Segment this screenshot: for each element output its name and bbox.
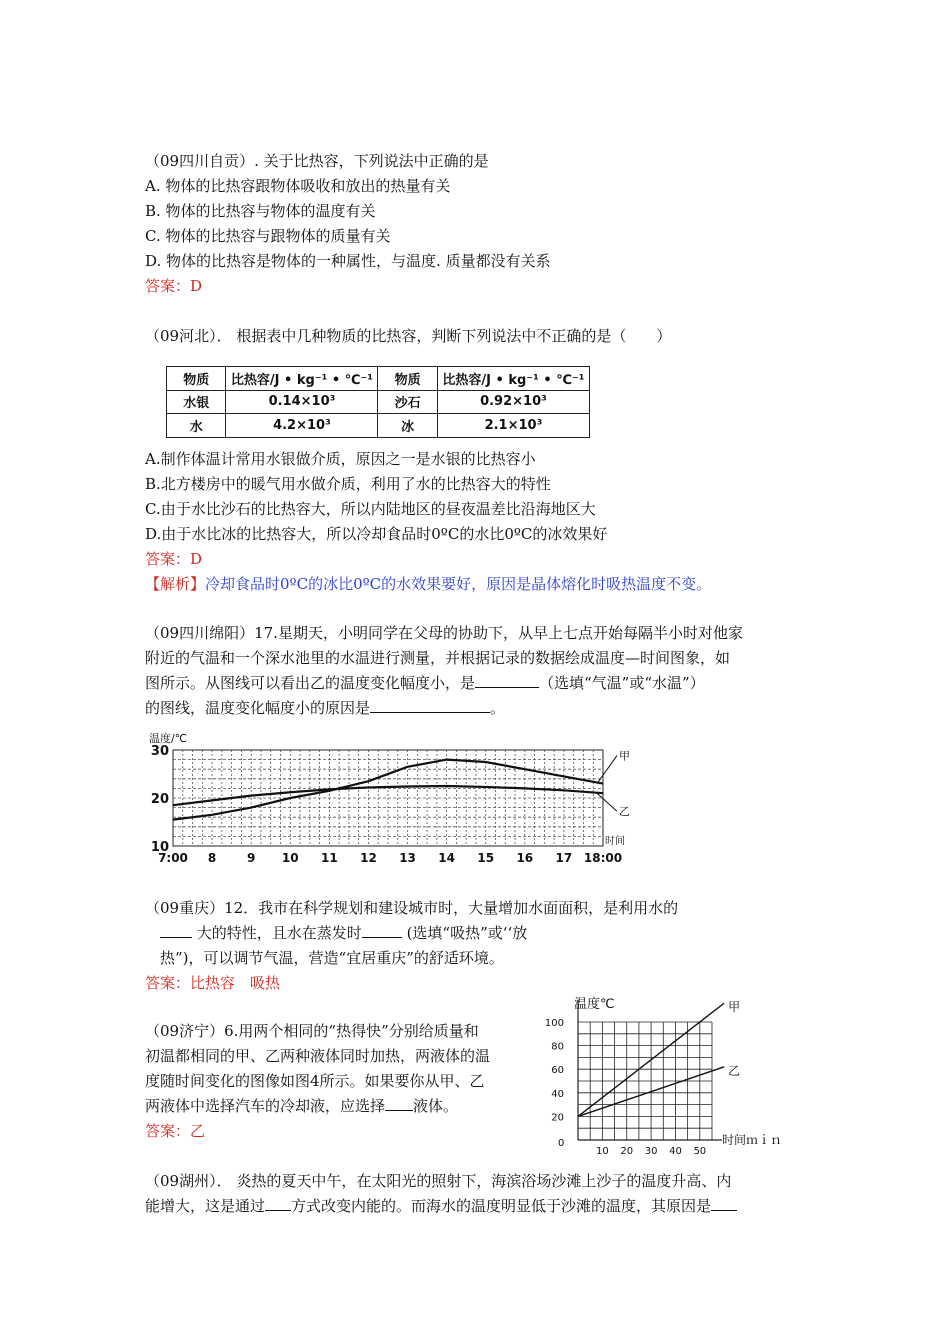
q6-text: 能增大，这是通过 xyxy=(145,1197,266,1215)
x-tick-label: 40 xyxy=(669,1146,682,1157)
answer-blank xyxy=(265,1195,291,1211)
y-tick-label: 100 xyxy=(544,1018,564,1029)
q3-text: 的图线，温度变化幅度小的原因是 xyxy=(145,699,371,717)
table-cell: 水银 xyxy=(167,390,226,414)
table-cell: 4.2×10³ xyxy=(226,414,378,438)
analysis-label: 【解析】 xyxy=(145,575,206,593)
q3-text: 图所示。从图线可以看出乙的温度变化幅度小，是 xyxy=(145,674,476,692)
y-tick-label: 40 xyxy=(551,1088,564,1100)
q1-stem: （09四川自贡）. 关于比热容，下列说法中正确的是 xyxy=(145,152,489,170)
table-header-cell: 比热容/J • kg⁻¹ • ℃⁻¹ xyxy=(226,367,378,391)
y-axis-label: 温度℃ xyxy=(574,997,615,1012)
table-cell: 水 xyxy=(167,414,226,438)
temperature-time-chart-mianyang xyxy=(145,728,635,868)
q3-text: （选填“气温”或“水温”） xyxy=(539,674,705,692)
y-tick-label: 20 xyxy=(150,792,169,807)
table-header-row xyxy=(167,367,590,391)
x-tick-label: 7:00 xyxy=(158,851,188,865)
q5-line-2: 初温都相同的甲、乙两种液体同时加热，两液体的温 xyxy=(145,1047,491,1065)
table-header-cell: 物质 xyxy=(167,367,226,391)
series-label: 甲 xyxy=(728,1000,741,1015)
x-tick-label: 10 xyxy=(595,1146,609,1157)
analysis-text: 冷却食品时0ºC的冰比0ºC的水效果要好，原因是晶体熔化时吸热温度不变。 xyxy=(205,575,712,593)
y-tick-label: 20 xyxy=(551,1112,564,1124)
x-tick-label: 50 xyxy=(693,1146,707,1157)
q3-line-1: （09四川绵阳）17.星期天，小明同学在父母的协助下，从早上七点开始每隔半小时对他家 xyxy=(145,624,743,642)
table-row xyxy=(167,390,590,414)
q2-stem: （09河北）． 根据表中几种物质的比热容，判断下列说法中不正确的是（ ） xyxy=(145,327,672,345)
x-tick-label: 15 xyxy=(477,851,495,865)
answer-blank xyxy=(475,672,539,688)
q5-answer: 答案：乙 xyxy=(145,1122,206,1140)
table-row xyxy=(167,414,590,438)
y-tick-label: 30 xyxy=(150,744,169,759)
q3-text: 。 xyxy=(490,699,506,717)
table-cell: 0.14×10³ xyxy=(226,390,378,414)
q2-option-c: C.由于水比沙石的比热容大，所以内陆地区的昼夜温差比沿海地区大 xyxy=(145,500,596,518)
answer-blank xyxy=(385,1095,413,1111)
q5-line-4 xyxy=(145,1095,458,1117)
q5-line-3: 度随时间变化的图像如图4所示。如果要你从甲、乙 xyxy=(145,1072,485,1090)
q4-line-1: （09重庆）12．我市在科学规划和建设城市时，大量增加水面面积，是利用水的 xyxy=(145,899,679,917)
table-cell: 冰 xyxy=(378,414,437,438)
q3-line-3 xyxy=(145,672,705,694)
specific-heat-table xyxy=(166,366,590,438)
q4-line-3: 热”)，可以调节气温，营造“宜居重庆”的舒适环境。 xyxy=(160,949,504,967)
x-tick-label: 14 xyxy=(438,851,455,865)
q2-option-a: A.制作体温计常用水银做介质，原因之一是水银的比热容小 xyxy=(145,450,536,468)
q4-text: (选填“吸热”或‘‘放 xyxy=(406,924,528,942)
x-tick-label: 10 xyxy=(281,851,299,865)
q5-text: 两液体中选择汽车的冷却液，应选择 xyxy=(145,1097,386,1115)
table-cell: 沙石 xyxy=(378,390,437,414)
q3-line-4 xyxy=(145,697,505,719)
q1-option-d: D. 物体的比热容是物体的一种属性，与温度. 质量都没有关系 xyxy=(145,252,551,270)
q6-text: 方式改变内能的。而海水的温度明显低于沙滩的温度，其原因是 xyxy=(291,1197,712,1215)
q4-line-2 xyxy=(160,922,527,944)
q2-option-d: D.由于水比冰的比热容大，所以冷却食品时0ºC的水比0ºC的冰效果好 xyxy=(145,525,608,543)
x-tick-label: 18:00 xyxy=(583,851,623,865)
y-tick-label: 60 xyxy=(551,1065,564,1077)
q1-option-a: A. 物体的比热容跟物体吸收和放出的热量有关 xyxy=(145,177,451,195)
q5-text: 液体。 xyxy=(413,1097,459,1115)
answer-blank xyxy=(711,1195,737,1211)
x-tick-label: 11 xyxy=(321,851,338,865)
x-tick-label: 17 xyxy=(555,851,573,865)
series-label: 乙 xyxy=(619,805,630,819)
x-tick-label: 9 xyxy=(247,851,256,865)
q3-line-2: 附近的气温和一个深水池里的水温进行测量，并根据记录的数据绘成温度—时间图象，如 xyxy=(145,649,731,667)
series-label: 甲 xyxy=(619,749,630,763)
series-label: 乙 xyxy=(728,1063,741,1078)
table-header-cell: 比热容/J • kg⁻¹ • ℃⁻¹ xyxy=(437,367,589,391)
answer-blank xyxy=(160,922,192,938)
q5-line-1: （09济宁）6.用两个相同的“热得快”分别给质量和 xyxy=(145,1022,479,1040)
q1-option-b: B. 物体的比热容与物体的温度有关 xyxy=(145,202,376,220)
table-cell: 2.1×10³ xyxy=(437,414,589,438)
y-tick-label: 10 xyxy=(150,840,169,855)
answer-blank xyxy=(370,697,490,713)
q2-answer: 答案：D xyxy=(145,550,203,568)
q2-analysis xyxy=(145,573,711,595)
q1-answer: 答案：D xyxy=(145,277,203,295)
q4-answer: 答案：比热容 吸热 xyxy=(145,974,281,992)
y-tick-label: 80 xyxy=(551,1041,564,1053)
q4-text: 大的特性，且水在蒸发时 xyxy=(196,924,362,942)
x-tick-label: 30 xyxy=(644,1146,658,1157)
x-axis-label: 时间 xyxy=(605,836,625,847)
temperature-time-chart-jining xyxy=(540,990,810,1160)
q1-option-c: C. 物体的比热容与跟物体的质量有关 xyxy=(145,227,391,245)
q2-option-b: B.北方楼房中的暖气用水做介质，利用了水的比热容大的特性 xyxy=(145,475,551,493)
x-tick-label: 0 xyxy=(558,1138,565,1149)
x-tick-label: 20 xyxy=(620,1146,634,1157)
y-axis-label: 温度/℃ xyxy=(149,732,188,745)
x-tick-label: 16 xyxy=(516,851,534,865)
x-tick-label: 13 xyxy=(399,851,416,865)
table-cell: 0.92×10³ xyxy=(437,390,589,414)
x-tick-label: 8 xyxy=(207,851,217,865)
q6-line-1: （09湖州）． 炎热的夏天中午，在太阳光的照射下，海滨浴场沙滩上沙子的温度升高、内 xyxy=(145,1172,732,1190)
q6-line-2 xyxy=(145,1195,737,1217)
answer-blank xyxy=(362,922,402,938)
x-axis-label: 时间ｍｉｎ xyxy=(722,1133,783,1147)
table-header-cell: 物质 xyxy=(378,367,437,391)
x-tick-label: 12 xyxy=(360,851,377,865)
